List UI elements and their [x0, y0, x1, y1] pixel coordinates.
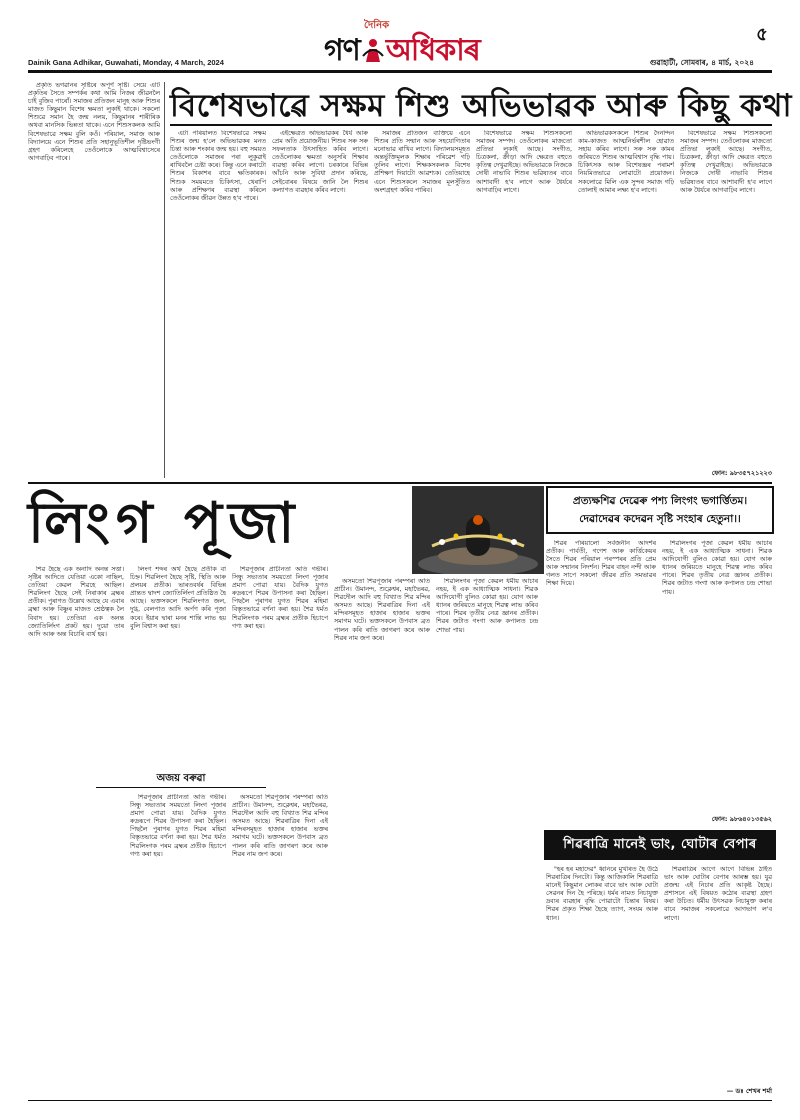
article1-col4-text: সমাজৰ প্ৰতিজন ব্যক্তিয়ে এনে শিশুৰ প্ৰতি সন্মান আৰু সহযোগিতাৰ মনোভাৱ ৰাখিব লাগে। বিদ্যালয়সমূহত অন্তৰ্ভুক্তিমূলক শিক্ষাৰ পৰিৱেশ গঢ়ি তুলিব লাগে। শিক্ষকসকলক বিশেষ প্ৰশিক্ষণ দিয়াটো আৱশ্যক। তেতিয়াহে এনে শিশুসকলে সমাজৰ মূলসুঁতিত অংশগ্ৰহণ কৰিব পাৰিব।	[374, 130, 470, 194]
masthead-dateline-assamese: গুৱাহাটী, সোমবাৰ, ৪ মাৰ্চ, ২০২৪	[649, 58, 754, 67]
article2-col5-text: শিৱলিংগৰ পূজা কেৱল ধৰ্মীয় আচাৰ নহয়, ই এক আধ্যাত্মিক সাধনা। শিৱক আদিযোগী বুলিও কোৱা হয়। যোগ আৰু ধ্যানৰ জৰিয়তে মানুহে শিৱত্ব লাভ কৰিব পাৰে। শিৱৰ তৃতীয় নেত্ৰ জ্ঞানৰ প্ৰতীক। শিৱৰ জটাত গংগা আৰু কপালত চন্দ্ৰ শোভা পায়।	[436, 578, 538, 634]
masthead-rule	[28, 70, 772, 73]
article1-col1-text: প্ৰকৃতি ভগৱানৰ সৃষ্টিৰে অপূৰ্ণ সৃষ্টি। সেয়ে এটি প্ৰকৃতিৰ সৈতে সম্পৰ্কৰ কথা আমি নিজৰ জীৱনলৈ চাই বুজিব পাৰোঁ। সমাজৰ প্ৰতিজন মানুহ আৰু শিশুৰ মাজত কিছুমান বিশেষ ক্ষমতা লুকাই থাকে। সকলো শিশুৱে সমান হৈ জন্ম নলয়, কিছুমানৰ শাৰীৰিক অথবা মানসিক ভিন্নতা থাকে। এনে শিশুসকলক আমি বিশেষভাৱে সক্ষম বুলি কওঁ। পৰিয়াল, সমাজ আৰু বিদ্যালয়ে এনে শিশুৰ প্ৰতি সহানুভূতিশীল দৃষ্টিভংগী গ্ৰহণ কৰিলেহে তেওঁলোকে আত্মবিশ্বাসেৰে আগবাঢ়িব পাৰে।	[28, 82, 160, 162]
shiva-linga-photo	[412, 486, 544, 574]
article2-column-5	[436, 578, 538, 1094]
article1-headline-rule	[170, 124, 772, 126]
article3-column-1	[546, 866, 658, 1090]
article2-column-2	[130, 566, 226, 766]
article3-column-2	[664, 866, 772, 1082]
article1-column-1	[28, 82, 160, 478]
page-number: ৫	[756, 24, 768, 45]
article1-column-6	[578, 130, 674, 478]
article2-col1-text: শিৱ হৈছে এক অনাদি অনন্ত সত্তা। সৃষ্টিৰ আদিতে যেতিয়া একো নাছিল, তেতিয়া কেৱল শিৱহে আছিল। শিৱলিংগ হৈছে সেই নিৰাকাৰ ব্ৰহ্মৰ প্ৰতীক। পুৰাণত উল্লেখ আছে যে এবাৰ ব্ৰহ্মা আৰু বিষ্ণুৰ মাজত শ্ৰেষ্ঠত্বক লৈ বিবাদ হয়। তেতিয়া এক অনন্ত জ্যোতিৰ্লিংগ প্ৰকট হয়। দুয়ো তাৰ আদি আৰু অন্ত বিচাৰি ব্যৰ্থ হয়।	[28, 566, 124, 638]
masthead	[28, 18, 772, 74]
article2-col7-text: শিৱলিংগৰ পূজা কেৱল ধৰ্মীয় আচাৰ নহয়, ই এক আধ্যাত্মিক সাধনা। শিৱক আদিযোগী বুলিও কোৱা হয়। যোগ আৰু ধ্যানৰ জৰিয়তে মানুহে শিৱত্ব লাভ কৰিব পাৰে। শিৱৰ তৃতীয় নেত্ৰ জ্ঞানৰ প্ৰতীক। শিৱৰ জটাত গংগা আৰু কপালত চন্দ্ৰ শোভা পায়।	[662, 540, 772, 596]
shiva-linga-image	[412, 486, 544, 574]
article1-col7-text: বিশেষভাৱে সক্ষম শিশুসকলো সমাজৰ সম্পদ। তেওঁলোকৰ মাজতো প্ৰতিভা লুকাই আছে। সংগীত, চিত্ৰকলা, ক্ৰীড়া আদি ক্ষেত্ৰত বহুতে কৃতিত্ব দেখুৱাইছে। অভিভাৱকে নিজকে দোষী নাভাবি শিশুৰ ভৱিষ্যতৰ বাবে আশাবাদী হ'ব লাগে আৰু ধৈৰ্যৰে আগবাঢ়িব লাগে।	[680, 130, 772, 194]
article1-col2-text: এটা পৰিয়ালত বিশেষভাৱে সক্ষম শিশুৰ জন্ম হ'লে অভিভাৱকৰ মনত চিন্তা আৰু শংকাৰ জন্ম হয়। বহু সময়ত তেওঁলোকে সমাজৰ পৰা লুকুৱাই ৰাখিবলৈ চেষ্টা কৰে। কিন্তু এনে কৰাটো শিশুৰ বিকাশৰ বাবে ক্ষতিকাৰক। শিশুক সময়মতে চিকিৎসা, থেৰাপি আৰু প্ৰশিক্ষণৰ ব্যৱস্থা কৰিলে তেওঁলোকৰ জীৱন উন্নত হ'ব পাৰে।	[170, 130, 266, 202]
article2-col6-text: শিৱৰ পৰিয়ালো সৰ্বজনীন আদৰ্শৰ প্ৰতীক। পাৰ্বতী, গণেশ আৰু কাৰ্ত্তিকেয়ৰ সৈতে শিৱৰ পৰিয়াল পৰস্পৰৰ প্ৰতি প্ৰেম আৰু সন্মানৰ নিদৰ্শন। শিৱৰ বাহন নন্দী আৰু গলত সাপে সকলো জীৱৰ প্ৰতি সমভাৱৰ শিক্ষা দিয়ে।	[546, 540, 656, 588]
article1-column-3	[272, 130, 368, 478]
article2-column-3	[232, 566, 328, 766]
article1-headline: বিশেষভাৱে সক্ষম শিশু অভিভাৱক আৰু কিছু কথা	[170, 88, 792, 124]
article2-col4-text: অসমতো শিৱপূজাৰ পৰম্পৰা অতি প্ৰাচীন। উমানন্দ, শুক্লেশ্বৰ, মহাভৈৰৱ, শিৱদৌল আদি বহু বিখ্যাত শিৱ মন্দিৰ অসমত আছে। শিৱৰাত্ৰিৰ দিনা এই মন্দিৰসমূহত হাজাৰ হাজাৰ ভক্তৰ সমাগম ঘটে। ভক্তসকলে উপবাস ব্ৰত পালন কৰি ৰাতি জাগৰণ কৰে আৰু শিৱৰ নাম জপ কৰে।	[334, 578, 430, 642]
article2-quote-box: প্ৰত্যক্ষশিৱ দেৱেৰু পশ্য লিংগং ভগাৰ্ত্তিতম। দেৱাদেৱৰ কদেৱন সৃষ্টি সংহাৰ হেতুনা।।	[546, 486, 774, 534]
article2-col3b-text: অসমতো শিৱপূজাৰ পৰম্পৰা অতি প্ৰাচীন। উমানন্দ, শুক্লেশ্বৰ, মহাভৈৰৱ, শিৱদৌল আদি বহু বিখ্যাত শিৱ মন্দিৰ অসমত আছে। শিৱৰাত্ৰিৰ দিনা এই মন্দিৰসমূহত হাজাৰ হাজাৰ ভক্তৰ সমাগম ঘটে। ভক্তসকলে উপবাস ব্ৰত পালন কৰি ৰাতি জাগৰণ কৰে আৰু শিৱৰ নাম জপ কৰে।	[232, 794, 328, 858]
article3-headline: শিৱৰাত্ৰি মানেই ভাং, ঘোটাৰ বেপাৰ আৰম্ভ...	[544, 830, 776, 860]
article1-col6-text: অভিভাৱকসকলে শিশুৰ দৈনন্দিন কাম-কাজত আত্মনিৰ্ভৰশীল হোৱাত সহায় কৰিব লাগে। সৰু সৰু কামৰ জৰিয়তে শিশুৰ আত্মবিশ্বাস বৃদ্ধি পায়। চিকিৎসক আৰু বিশেষজ্ঞৰ পৰামৰ্শ নিয়মিতভাৱে লোৱাটো প্ৰয়োজন। সকলোৱে মিলি এক সুন্দৰ সমাজ গঢ়ি তোলাই আমাৰ লক্ষ্য হ'ব লাগে।	[578, 130, 674, 194]
article2-subhead: অজয় বৰুৱা	[96, 770, 266, 788]
article2-headline-box	[28, 488, 408, 564]
article2-col2-text: লিংগ শব্দৰ অৰ্থ হৈছে প্ৰতীক বা চিহ্ন। শিৱলিংগ হৈছে সৃষ্টি, স্থিতি আৰু প্ৰলয়ৰ প্ৰতীক। ভাৰতবৰ্ষৰ বিভিন্ন প্ৰান্তত দ্বাদশ জ্যোতিৰ্লিংগ প্ৰতিষ্ঠিত হৈ আছে। ভক্তসকলে শিৱলিংগত জল, দুগ্ধ, বেলপাত আদি অৰ্পণ কৰি পূজা কৰে। ইয়াৰ দ্বাৰা মনৰ শান্তি লাভ হয় বুলি বিশ্বাস কৰা হয়।	[130, 566, 226, 630]
article2-column-1	[28, 566, 124, 1094]
article2-column-3b	[232, 794, 328, 1094]
article3-byline: — ডঃ শেখৰ শৰ্মা	[726, 1087, 772, 1095]
article1-column-7	[680, 130, 772, 468]
article2-column-7	[662, 540, 772, 814]
article1-col5-text: বিশেষভাৱে সক্ষম শিশুসকলো সমাজৰ সম্পদ। তেওঁলোকৰ মাজতো প্ৰতিভা লুকাই আছে। সংগীত, চিত্ৰকলা, ক্ৰীড়া আদি ক্ষেত্ৰত বহুতে কৃতিত্ব দেখুৱাইছে। অভিভাৱকে নিজকে দোষী নাভাবি শিশুৰ ভৱিষ্যতৰ বাবে আশাবাদী হ'ব লাগে আৰু ধৈৰ্যৰে আগবাঢ়িব লাগে।	[476, 130, 572, 194]
article2-col2b-text: শিৱপূজাৰ প্ৰাচীনতা অতি গভীৰ। সিন্ধু সভ্যতাৰ সময়তো লিংগ পূজাৰ প্ৰমাণ পোৱা যায়। বৈদিক যুগত ৰুদ্ৰৰূপে শিৱৰ উপাসনা কৰা হৈছিল। পিছলৈ পুৰাণৰ যুগত শিৱৰ মহিমা বিস্তৃতভাৱে বৰ্ণনা কৰা হয়। শৈৱ ধৰ্মত শিৱলিংগক পৰম ব্ৰহ্মৰ প্ৰতীক হিচাপে গণ্য কৰা হয়।	[130, 794, 226, 858]
people-icon	[362, 38, 384, 62]
article1-column-5	[476, 130, 572, 478]
masthead-dateline-english: Dainik Gana Adhikar, Guwahati, Monday, 4 March, 2024	[28, 58, 224, 67]
logo-left-text: গণ	[324, 33, 360, 68]
article2-headline: লিংগ পূজা	[28, 490, 301, 556]
article1-byline: ফোন: ৯৮৩৫৭২১২২৩	[711, 469, 772, 477]
article2-byline: ফোন: ৯৮৬৪০১৩৫৬২	[711, 815, 772, 823]
article1-col3-text: এইক্ষেত্ৰত অভিভাৱকৰ ধৈৰ্য আৰু প্ৰেম অতি প্ৰয়োজনীয়। শিশুৰ সৰু সৰু সফলতাক উৎসাহিত কৰিব লাগে। তেওঁলোকৰ ক্ষমতা অনুসৰি শিক্ষাৰ ব্যৱস্থা কৰিব লাগে। চৰকাৰে বিভিন্ন আঁচনি আৰু সুবিধা প্ৰদান কৰিছে, সেইবোৰৰ বিষয়ে জানি লৈ শিশুৰ কল্যাণত ব্যৱহাৰ কৰিব লাগে।	[272, 130, 368, 194]
page-bottom-rule	[28, 1100, 772, 1101]
article2-column-2b	[130, 794, 226, 1094]
article2-col3-text: শিৱপূজাৰ প্ৰাচীনতা অতি গভীৰ। সিন্ধু সভ্যতাৰ সময়তো লিংগ পূজাৰ প্ৰমাণ পোৱা যায়। বৈদিক যুগত ৰুদ্ৰৰূপে শিৱৰ উপাসনা কৰা হৈছিল। পিছলৈ পুৰাণৰ যুগত শিৱৰ মহিমা বিস্তৃতভাৱে বৰ্ণনা কৰা হয়। শৈৱ ধৰ্মত শিৱলিংগক পৰম ব্ৰহ্মৰ প্ৰতীক হিচাপে গণ্য কৰা হয়।	[232, 566, 328, 630]
article2-column-4	[334, 578, 430, 1094]
article3-col2-text: শিৱৰাত্ৰিৰ আগে আগে বিভিন্ন ঠাইত ভাং আৰু ঘোটাৰ বেপাৰ আৰম্ভ হয়। যুৱ প্ৰজন্ম এই নিচাৰ প্ৰতি আকৃষ্ট হৈছে। প্ৰশাসনে এই বিষয়ত কঠোৰ ব্যৱস্থা গ্ৰহণ কৰা উচিত। ধৰ্মীয় উৎসৱক নিচামুক্ত কৰাৰ বাবে সমাজৰ সকলোৱে আগভাগ ল'ব লাগে।	[664, 866, 772, 922]
article1-column-4	[374, 130, 470, 478]
section-rule	[28, 482, 772, 484]
logo-right-text: অধিকাৰ	[385, 33, 480, 68]
article1-column-2	[170, 130, 266, 478]
article3-col1-text: "হৰ হৰ মহাদেৱ" ধ্বনিৰে মুখৰিত হৈ উঠে শিৱৰাত্ৰিৰ দিনটো। কিন্তু আজিকালি শিৱৰাত্ৰি মানেই কিছুমান লোকৰ বাবে ভাং আৰু ঘোটা সেৱনৰ দিন হৈ পৰিছে। ধৰ্মৰ নামত নিচাযুক্ত দ্ৰব্যৰ ব্যৱহাৰ বৃদ্ধি পোৱাটো চিন্তাৰ বিষয়। শিৱৰ প্ৰকৃত শিক্ষা হৈছে ত্যাগ, সংযম আৰু ধ্যান।	[546, 866, 658, 922]
column-divider	[164, 82, 165, 478]
article2-column-6	[546, 540, 656, 824]
masthead-daily-label: দৈনিক	[364, 20, 390, 31]
